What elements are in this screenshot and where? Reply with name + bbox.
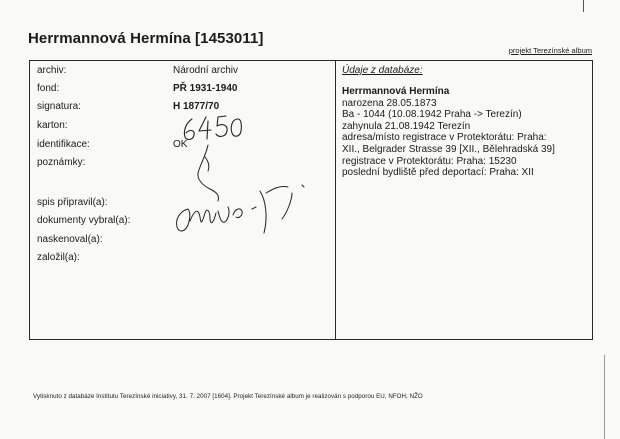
- detail-line: Ba - 1044 (10.08.1942 Praha -> Terezín): [342, 109, 522, 121]
- field-label-identifikace: identifikace:: [37, 139, 90, 150]
- field-label-fond: fond:: [37, 83, 60, 94]
- detail-line: zahynula 21.08.1942 Terezín: [342, 120, 471, 132]
- scan-edge-mark: [583, 0, 584, 12]
- field-label-signatura: signatura:: [37, 101, 81, 112]
- detail-line: XII., Belgrader Strasse 39 [XII., Bělehradská 39]: [342, 143, 555, 155]
- scan-edge-mark-right: [604, 355, 605, 439]
- column-divider: [335, 61, 336, 339]
- field-label-poznamky: poznámky:: [37, 157, 86, 168]
- detail-line: poslední bydliště před deportací: Praha: XII: [342, 167, 534, 179]
- field-label-karton: karton:: [37, 120, 68, 131]
- field-label-spis-pripravil: spis připravil(a):: [37, 197, 108, 208]
- field-label-naskenoval: naskenoval(a):: [37, 234, 103, 245]
- field-label-zalozil: založil(a):: [37, 252, 80, 263]
- field-value-fond: PŘ 1931-1940: [173, 83, 238, 94]
- print-footer: Vytisknuto z databáze Institutu Terezínské iniciativy, 31. 7. 2007 [1604]. Projekt Terezínské album je realizován s podporou EU, NFOH, NŽO: [33, 393, 423, 400]
- field-value-archiv: Národní archiv: [173, 65, 239, 76]
- field-label-archiv: archiv:: [37, 65, 67, 76]
- person-name: Herrmannová Hermína: [342, 86, 450, 97]
- record-card: [29, 60, 593, 340]
- detail-line: registrace v Protektorátu: Praha: 15230: [342, 155, 517, 167]
- database-details: [342, 86, 555, 179]
- archive-fields: [30, 61, 335, 339]
- database-heading: Údaje z databáze:: [342, 65, 423, 76]
- field-label-dokumenty-vybral: dokumenty vybral(a):: [37, 215, 131, 226]
- detail-line: narozena 28.05.1873: [342, 97, 437, 109]
- project-label: projekt Terezínské album: [508, 46, 592, 55]
- field-value-identifikace: OK: [173, 139, 188, 150]
- detail-line: adresa/místo registrace v Protektorátu: Praha:: [342, 132, 547, 144]
- field-value-signatura: H 1877/70: [173, 101, 220, 112]
- record-title: Herrmannová Hermína [1453011]: [28, 30, 264, 47]
